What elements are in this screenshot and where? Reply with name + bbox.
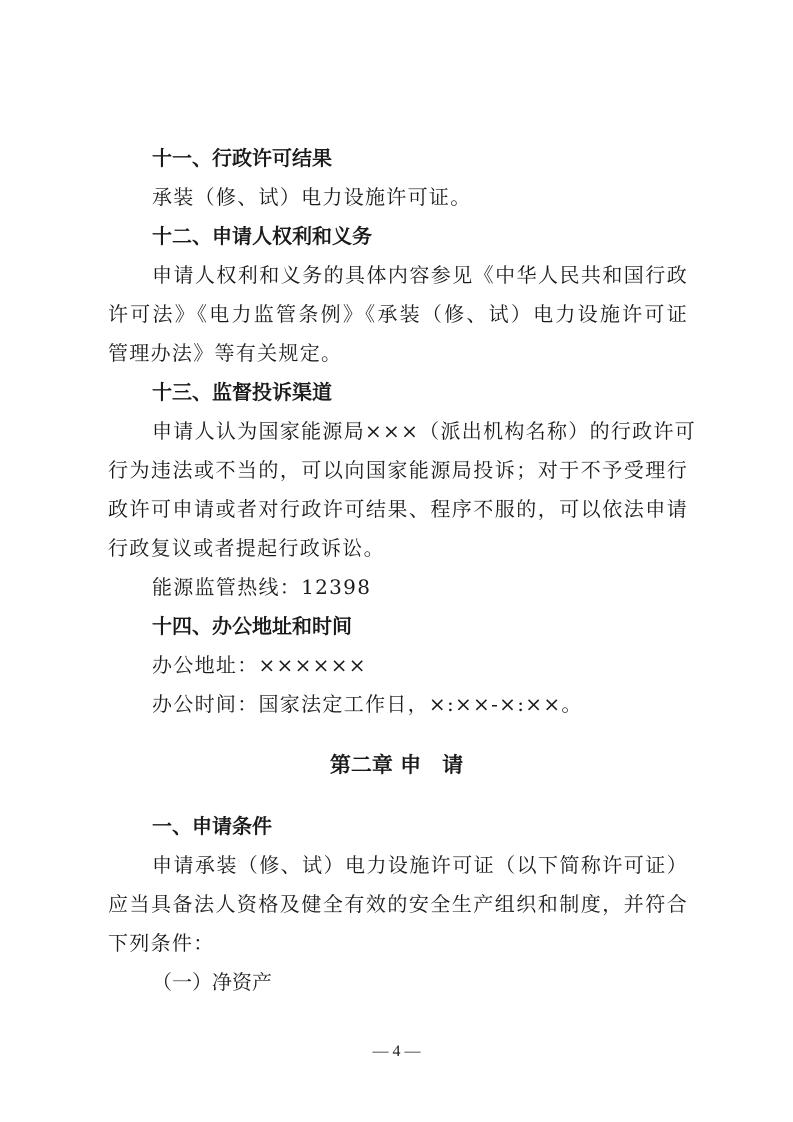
paragraph-line: 申请人权利和义务的具体内容参见《中华人民共和国行政 [152, 263, 688, 287]
paragraph-line: 政许可申请或者对行政许可结果、程序不服的，可以依法申请 [108, 497, 688, 521]
subsection-heading: （一）净资产 [152, 970, 272, 994]
section-heading: 十四、办公地址和时间 [152, 614, 352, 638]
paragraph-line: 许可法》《电力监管条例》《承装（修、试）电力设施许可证 [108, 302, 688, 326]
section-heading: 一、申请条件 [152, 814, 272, 838]
paragraph-line: 应当具备法人资格及健全有效的安全生产组织和制度，并符合 [108, 892, 688, 916]
paragraph-line: 下列条件： [108, 931, 215, 955]
office-hours: 办公时间：国家法定工作日，×:××-×:××。 [152, 692, 583, 716]
page-number: — 4 — [372, 1043, 421, 1060]
hotline-line: 能源监管热线：12398 [152, 575, 372, 599]
paragraph-line: 申请承装（修、试）电力设施许可证（以下简称许可证） [152, 853, 688, 877]
paragraph-line: 申请人认为国家能源局×××（派出机构名称）的行政许可 [152, 419, 697, 443]
paragraph-line: 行政复议或者提起行政诉讼。 [108, 536, 385, 560]
section-heading: 十二、申请人权利和义务 [152, 224, 372, 248]
chapter-title: 第二章 申 请 [329, 753, 464, 777]
section-heading: 十一、行政许可结果 [152, 146, 332, 170]
paragraph-line: 管理办法》等有关规定。 [108, 341, 343, 365]
paragraph-line: 行为违法或不当的，可以向国家能源局投诉；对于不予受理行 [108, 458, 688, 482]
office-address: 办公地址：×××××× [152, 653, 367, 677]
section-heading: 十三、监督投诉渠道 [152, 380, 332, 404]
paragraph-line: 承装（修、试）电力设施许可证。 [152, 185, 472, 209]
